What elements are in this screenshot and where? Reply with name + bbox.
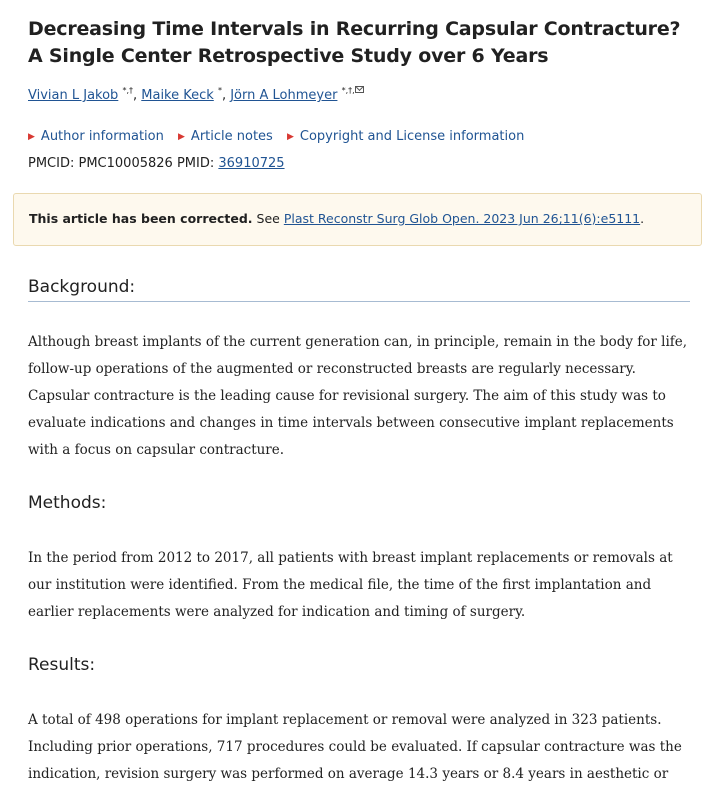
author-link-lohmeyer[interactable]: Jörn A Lohmeyer xyxy=(230,88,338,103)
results-paragraph: A total of 498 operations for implant replacement or removal were analyzed in 323 patients. Including prior operations, 717 procedures could be evaluated. If capsular contracture was the indication, revision surgery was performed on average 14.3 years or 8.4 years in aesthetic or xyxy=(28,712,682,782)
background-paragraph: Although breast implants of the current generation can, in principle, remain in the body for life, follow-up operations of the augmented or reconstructed breasts are regularly necessary. Capsular contracture is the leading cause for revisional surgery. The aim of this study was to evaluate indications and changes in time intervals between consecutive implant replacements with a focus on capsular contracture. xyxy=(28,334,688,458)
author-link-jakob[interactable]: Vivian L Jakob xyxy=(28,88,119,103)
methods-paragraph: In the period from 2012 to 2017, all patients with breast implant replacements or removals at our institution were identified. From the medical file, the time of the first implantation and earlier replacements were analyzed for indication and timing of surgery. xyxy=(28,550,673,620)
article-identifiers xyxy=(28,156,285,171)
correction-see-text: See xyxy=(256,211,280,226)
article-title: Decreasing Time Intervals in Recurring Capsular Contracture? A Single Center Retrospective Study over 6 Years xyxy=(28,18,681,67)
author-list: Vivian L Jakob *,†, Maike Keck *, Jörn A Lohmeyer *,†, xyxy=(28,86,364,103)
background-heading: Background: xyxy=(28,277,136,297)
caret-right-icon: ▶ xyxy=(178,132,185,142)
results-heading: Results: xyxy=(28,655,96,675)
correction-notice: This article has been corrected. See Plast Reconstr Surg Glob Open. 2023 Jun 26;11(6):e5111. xyxy=(13,193,702,246)
author-information-toggle[interactable]: ▶ Author information xyxy=(28,129,164,144)
methods-heading: Methods: xyxy=(28,493,107,513)
copyright-license-toggle[interactable]: ▶ Copyright and License information xyxy=(286,129,525,144)
author-affiliation-marker: * xyxy=(217,86,222,95)
caret-right-icon: ▶ xyxy=(286,132,294,142)
section-divider xyxy=(28,301,690,302)
pmid-label: PMID: xyxy=(176,156,215,171)
author-affiliation-marker: *,† xyxy=(122,86,133,95)
author-link-keck[interactable]: Maike Keck xyxy=(141,88,214,103)
correction-citation-link[interactable]: Plast Reconstr Surg Glob Open. 2023 Jun 26;11(6):e5111 xyxy=(283,211,641,226)
article-notes-toggle[interactable]: ▶ Article notes xyxy=(178,129,273,144)
author-affiliation-marker: *,†, xyxy=(341,86,355,95)
article-info-links xyxy=(28,129,534,144)
pmcid-label: PMCID: xyxy=(28,156,75,171)
envelope-icon[interactable] xyxy=(355,86,364,93)
caret-right-icon: ▶ xyxy=(28,132,35,142)
pmid-link[interactable]: 36910725 xyxy=(218,156,285,171)
pmcid-value: PMC10005826 xyxy=(78,156,173,171)
correction-notice-heading: This article has been corrected. xyxy=(29,211,253,226)
